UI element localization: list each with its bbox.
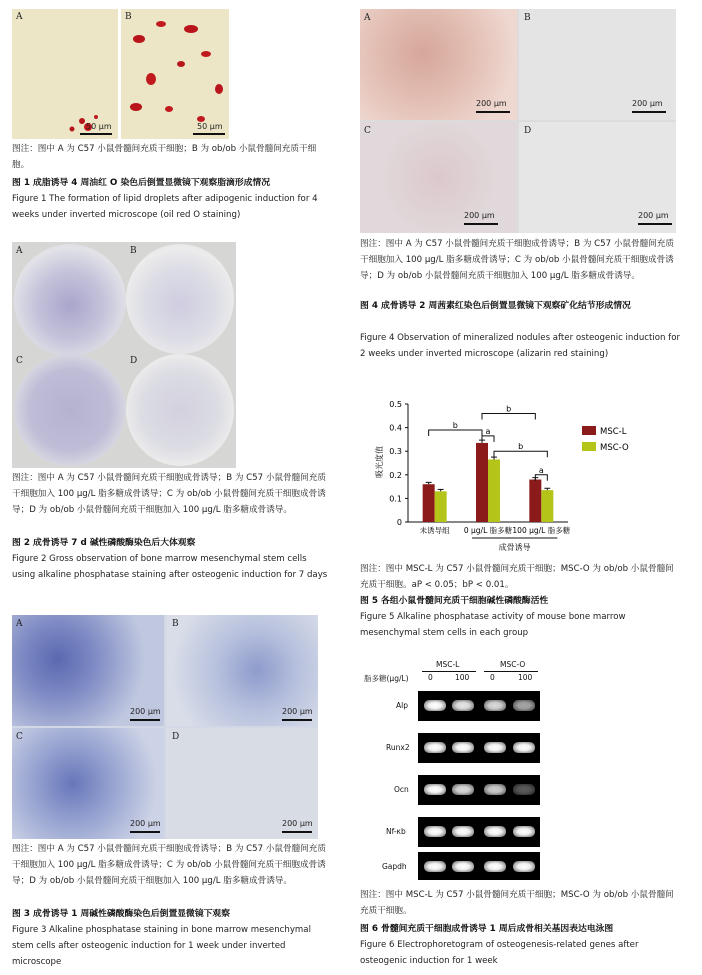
gel-dose-2: 100 bbox=[455, 673, 470, 682]
fig4-scalebar-b bbox=[632, 111, 666, 113]
bar-msc-o bbox=[541, 490, 553, 522]
fig2-panel-label-a: A bbox=[16, 246, 23, 256]
gel-row-ocn bbox=[360, 775, 540, 805]
y-tick-label: 0.2 bbox=[389, 470, 402, 480]
fig2-image bbox=[12, 242, 236, 468]
fig1-panel-label-b: B bbox=[125, 12, 132, 22]
dish-d bbox=[126, 354, 234, 466]
gel-band bbox=[513, 826, 535, 837]
gel-band bbox=[424, 700, 446, 711]
fig5-title-en: Figure 5 Alkaline phosphatase activity of mouse bone marrow mesenchymal stem cells in each group bbox=[360, 612, 626, 638]
gel-band bbox=[424, 784, 446, 795]
bar-msc-l bbox=[423, 484, 435, 522]
fig4-panel-label-b: B bbox=[524, 13, 531, 23]
dish-b bbox=[126, 244, 234, 354]
gel-row-nfkb bbox=[360, 817, 540, 847]
fig1-scalebar-a bbox=[80, 133, 112, 135]
gel-row-runx2 bbox=[360, 733, 540, 763]
fig3-panel-label-d: D bbox=[172, 732, 180, 742]
significance-label: b bbox=[452, 420, 458, 430]
gel-band bbox=[484, 826, 506, 837]
significance-label: b bbox=[518, 442, 524, 452]
significance-bracket bbox=[494, 451, 547, 457]
fig1-scale-b: 50 μm bbox=[197, 122, 223, 131]
y-tick-label: 0.3 bbox=[389, 447, 402, 457]
fig6-title-zh: 图 6 骨髓间充质干细胞成骨诱导 1 周后成骨相关基因表达电泳图 bbox=[360, 924, 614, 934]
fig1-panel-a bbox=[12, 9, 118, 139]
gel-band bbox=[484, 742, 506, 753]
bar-msc-o bbox=[435, 491, 447, 522]
fig4-scale-c: 200 μm bbox=[464, 211, 495, 220]
fig4-scalebar-c bbox=[464, 223, 498, 225]
fig5-title-zh: 图 5 各组小鼠骨髓间充质干细胞碱性磷酸酶活性 bbox=[360, 596, 549, 606]
fig3-panel-label-c: C bbox=[16, 732, 23, 742]
dish-a bbox=[14, 244, 126, 356]
fig1-scalebar-b bbox=[193, 133, 225, 135]
fig1-title-zh: 图 1 成脂诱导 4 周油红 O 染色后倒置显微镜下观察脂滴形成情况 bbox=[12, 178, 271, 188]
bar-msc-o bbox=[488, 459, 500, 522]
legend-swatch bbox=[582, 442, 596, 451]
significance-bracket bbox=[429, 430, 482, 436]
fig4-panel-label-c: C bbox=[364, 126, 371, 136]
y-tick-label: 0 bbox=[396, 518, 402, 527]
gel-lps-label: 脂多糖(μg/L) bbox=[364, 674, 409, 683]
gel-band bbox=[424, 861, 446, 872]
gel-band bbox=[513, 861, 535, 872]
gel-band bbox=[513, 784, 535, 795]
alp-activity-chart bbox=[360, 392, 680, 560]
fig1-panel-label-a: A bbox=[16, 12, 23, 22]
fig3-scalebar-d bbox=[282, 831, 312, 833]
gel-group-msc-l: MSC-L bbox=[436, 660, 460, 669]
fig4-scale-d: 200 μm bbox=[638, 211, 669, 220]
gel-band bbox=[452, 784, 474, 795]
gel-dose-3: 0 bbox=[490, 673, 495, 682]
gel-group-msc-o: MSC-O bbox=[500, 660, 526, 669]
gel-dose-4: 100 bbox=[518, 673, 533, 682]
fig6-note: 图注：图中 MSC-L 为 C57 小鼠骨髓间充质干细胞；MSC-O 为 ob/ob 小鼠骨髓间充质干细胞。 bbox=[360, 890, 674, 916]
x-tick-label: 未诱导组 bbox=[419, 526, 450, 535]
fig1-panel-b bbox=[121, 9, 229, 139]
gene-label-alp: Alp bbox=[396, 701, 408, 710]
fig4-scale-a: 200 μm bbox=[476, 99, 507, 108]
gel-band bbox=[452, 826, 474, 837]
gel-band bbox=[484, 784, 506, 795]
fig3-panel-label-b: B bbox=[172, 619, 179, 629]
fig4-note: 图注：图中 A 为 C57 小鼠骨髓间充质干细胞成骨诱导；B 为 C57 小鼠骨髓间充质干细胞加入 100 μg/L 脂多糖成骨诱导；C 为 ob/ob 小鼠骨髓间充质干细胞成骨诱导；D 为 ob/ob 小鼠骨髓间充质干细胞加入 100 μg/L 脂多糖成骨诱导。 bbox=[360, 239, 674, 281]
fig4-title-zh: 图 4 成骨诱导 2 周茜素红染色后倒置显微镜下观察矿化结节形成情况 bbox=[360, 301, 631, 311]
x-axis-label: 成骨诱导 bbox=[498, 543, 531, 552]
legend-label: MSC-O bbox=[600, 443, 629, 453]
x-tick-label: 0 μg/L 脂多糖 bbox=[463, 526, 513, 535]
lipid-droplets-a bbox=[12, 9, 118, 139]
bar-msc-l bbox=[476, 443, 488, 522]
gel-group-line-l bbox=[422, 671, 476, 672]
gene-label-runx2: Runx2 bbox=[386, 743, 410, 752]
fig4-scalebar-a bbox=[476, 111, 510, 113]
fig3-scale-d: 200 μm bbox=[282, 819, 313, 828]
fig3-note: 图注：图中 A 为 C57 小鼠骨髓间充质干细胞成骨诱导；B 为 C57 小鼠骨髓间充质干细胞加入 100 μg/L 脂多糖成骨诱导；C 为 ob/ob 小鼠骨髓间充质干细胞成骨诱导；D 为 ob/ob 小鼠骨髓间充质干细胞加入 100 μg/L 脂多糖成骨诱导。 bbox=[12, 844, 326, 886]
fig3-image bbox=[12, 615, 318, 839]
significance-bracket bbox=[482, 413, 535, 419]
gel-band bbox=[513, 742, 535, 753]
fig3-scalebar-a bbox=[130, 719, 160, 721]
fig5-note: 图注：图中 MSC-L 为 C57 小鼠骨髓间充质干细胞；MSC-O 为 ob/ob 小鼠骨髓间充质干细胞。aP < 0.05；bP < 0.01。 bbox=[360, 564, 674, 590]
gel-band bbox=[452, 700, 474, 711]
dish-c bbox=[14, 354, 126, 466]
fig4-title-en: Figure 4 Observation of mineralized nodules after osteogenic induction for 2 weeks under inverted microscope (alizarin red staining) bbox=[360, 333, 681, 359]
fig3-title-zh: 图 3 成骨诱导 1 周碱性磷酸酶染色后倒置显微镜下观察 bbox=[12, 909, 231, 919]
fig4-scalebar-d bbox=[638, 223, 672, 225]
fig3-title-en: Figure 3 Alkaline phosphatase staining in bone marrow mesenchymal stem cells after osteogenic induction for 1 week under inverted microscope bbox=[12, 925, 311, 967]
gel-group-line-o bbox=[484, 671, 538, 672]
significance-label: b bbox=[506, 404, 512, 414]
y-tick-label: 0.4 bbox=[389, 423, 402, 433]
significance-label: a bbox=[485, 426, 491, 436]
gel-band bbox=[484, 861, 506, 872]
y-tick-label: 0.5 bbox=[389, 400, 402, 409]
gel-dose-1: 0 bbox=[428, 673, 433, 682]
gel-band bbox=[452, 861, 474, 872]
fig4-panel-label-a: A bbox=[364, 13, 371, 23]
fig3-scalebar-b bbox=[282, 719, 312, 721]
fig2-panel-label-b: B bbox=[130, 246, 137, 256]
fig3-scale-c: 200 μm bbox=[130, 819, 161, 828]
fig2-panel-label-c: C bbox=[16, 356, 23, 366]
gel-row-gapdh bbox=[360, 852, 540, 882]
significance-label: a bbox=[538, 465, 544, 475]
gene-label-nfkb: Nf-κb bbox=[386, 827, 406, 836]
gene-label-ocn: Ocn bbox=[394, 785, 409, 794]
fig3-scale-b: 200 μm bbox=[282, 707, 313, 716]
gel-row-alp bbox=[360, 691, 540, 721]
y-tick-label: 0.1 bbox=[389, 494, 402, 504]
significance-bracket bbox=[482, 436, 494, 442]
gel-band bbox=[424, 742, 446, 753]
gel-band bbox=[513, 700, 535, 711]
fig2-title-en: Figure 2 Gross observation of bone marrow mesenchymal stem cells using alkaline phosphatase staining after osteogenic induction for 7 days bbox=[12, 554, 328, 580]
x-tick-label: 100 μg/L 脂多糖 bbox=[512, 526, 571, 535]
bar-msc-l bbox=[529, 480, 541, 522]
fig4-image bbox=[360, 9, 676, 233]
fig1-note: 图注：图中 A 为 C57 小鼠骨髓间充质干细胞；B 为 ob/ob 小鼠骨髓间充质干细胞。 bbox=[12, 144, 317, 170]
gel-band bbox=[424, 826, 446, 837]
fig1-title-en: Figure 1 The formation of lipid droplets after adipogenic induction for 4 weeks under inverted microscope (oil red O staining) bbox=[12, 194, 318, 220]
legend-swatch bbox=[582, 426, 596, 435]
legend-label: MSC-L bbox=[600, 427, 627, 437]
fig4-panel-label-d: D bbox=[524, 126, 532, 136]
fig3-panel-label-a: A bbox=[16, 619, 23, 629]
fig2-note: 图注：图中 A 为 C57 小鼠骨髓间充质干细胞成骨诱导；B 为 C57 小鼠骨髓间充质干细胞加入 100 μg/L 脂多糖成骨诱导；C 为 ob/ob 小鼠骨髓间充质干细胞成骨诱导；D 为 ob/ob 小鼠骨髓间充质干细胞加入 100 μg/L 脂多糖成骨诱导。 bbox=[12, 473, 326, 515]
y-axis-label: 吸光度值 bbox=[375, 446, 384, 478]
fig6-gel bbox=[360, 660, 540, 880]
gel-band bbox=[484, 700, 506, 711]
gel-band bbox=[452, 742, 474, 753]
fig2-title-zh: 图 2 成骨诱导 7 d 碱性磷酸酶染色后大体观察 bbox=[12, 538, 196, 548]
fig3-scalebar-c bbox=[130, 831, 160, 833]
gene-label-gapdh: Gapdh bbox=[382, 862, 407, 871]
lipid-droplets-b bbox=[121, 9, 229, 139]
fig3-scale-a: 200 μm bbox=[130, 707, 161, 716]
fig6-title-en: Figure 6 Electrophoretogram of osteogenesis-related genes after osteogenic induction for 1 week bbox=[360, 940, 639, 966]
fig1-scale-a: 50 μm bbox=[86, 122, 112, 131]
fig2-panel-label-d: D bbox=[130, 356, 138, 366]
fig4-scale-b: 200 μm bbox=[632, 99, 663, 108]
